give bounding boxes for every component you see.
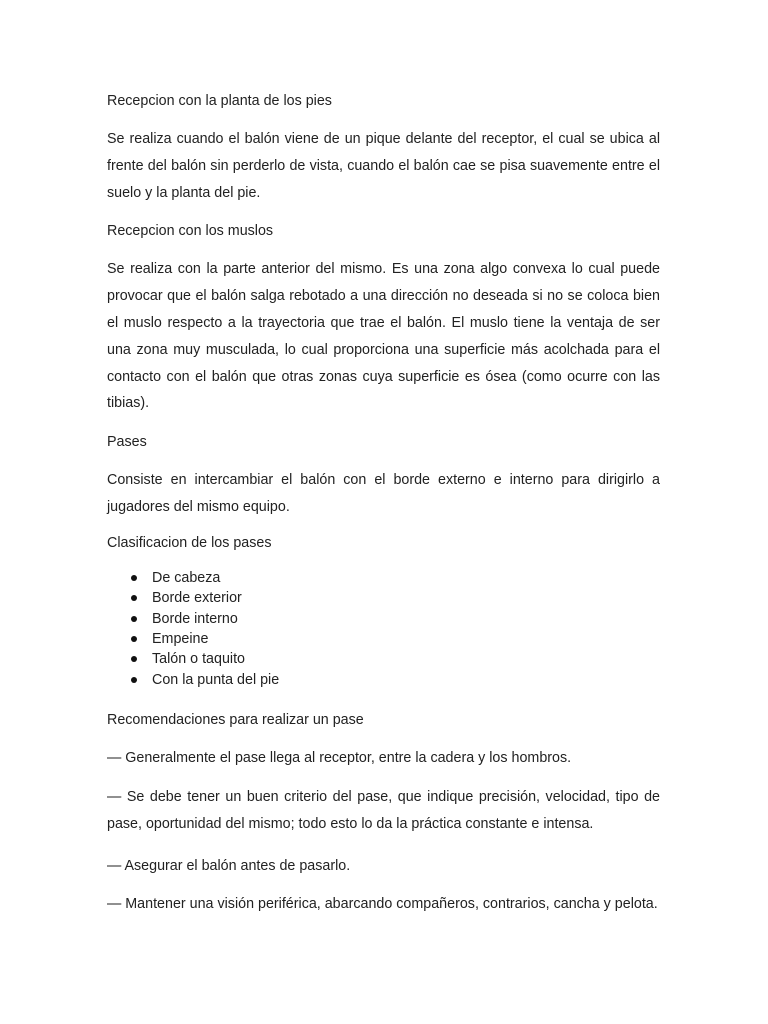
list-item bbox=[107, 649, 660, 669]
section-body-pases: Consiste en intercambiar el balón con el borde externo e interno para dirigirlo a jugadores del mismo equipo. bbox=[107, 472, 660, 515]
bullet-icon bbox=[131, 575, 137, 581]
recommendations-heading: Recomendaciones para realizar un pase bbox=[107, 712, 364, 729]
list-item-text: Empeine bbox=[152, 630, 209, 647]
list-item bbox=[107, 588, 660, 608]
classification-heading: Clasificacion de los pases bbox=[107, 534, 272, 551]
bullet-icon bbox=[131, 656, 137, 662]
section-body-muslos: Se realiza con la parte anterior del mismo. Es una zona algo convexa lo cual puede provocar que el balón salga rebotado a una dirección no deseada si no se coloca bien el muslo respecto a la trayectoria que trae el balón. El muslo tiene la ventaja de ser una zona muy musculada, lo cual proporciona una superficie más acolchada para el contacto con el balón que otras zonas cuya superficie es ósea (como ocurre con las tibias). bbox=[107, 261, 660, 412]
recommendation-item: — Asegurar el balón antes de pasarlo. bbox=[107, 857, 351, 874]
list-item-text: Con la punta del pie bbox=[152, 671, 280, 688]
list-item-text: Borde interno bbox=[152, 610, 238, 627]
section-body-planta: Se realiza cuando el balón viene de un pique delante del receptor, el cual se ubica al frente del balón sin perderlo de vista, cuando el balón cae se pisa suavemente entre el suelo y la planta del pie. bbox=[107, 131, 660, 201]
bullet-icon bbox=[131, 677, 137, 683]
section-heading-muslos: Recepcion con los muslos bbox=[107, 223, 274, 240]
list-item bbox=[107, 629, 660, 649]
section-heading-pases: Pases bbox=[107, 434, 147, 451]
list-item-text: De cabeza bbox=[152, 569, 221, 586]
list-item bbox=[107, 670, 660, 690]
bullet-icon bbox=[131, 636, 137, 642]
recommendation-item: — Se debe tener un buen criterio del pase, que indique precisión, velocidad, tipo de pase, oportunidad del mismo; todo esto lo da la práctica constante e intensa. bbox=[107, 789, 660, 832]
list-item bbox=[107, 568, 660, 588]
list-item-text: Borde exterior bbox=[152, 590, 242, 607]
section-heading-planta: Recepcion con la planta de los pies bbox=[107, 93, 332, 109]
classification-list bbox=[107, 568, 660, 690]
recommendation-item: — Generalmente el pase llega al receptor, entre la cadera y los hombros. bbox=[107, 750, 572, 767]
list-item bbox=[107, 609, 660, 629]
bullet-icon bbox=[131, 595, 137, 601]
document-page bbox=[107, 91, 660, 933]
recommendation-item: — Mantener una visión periférica, abarcando compañeros, contrarios, cancha y pelota. bbox=[107, 896, 658, 913]
bullet-icon bbox=[131, 616, 137, 622]
list-item-text: Talón o taquito bbox=[152, 651, 245, 668]
